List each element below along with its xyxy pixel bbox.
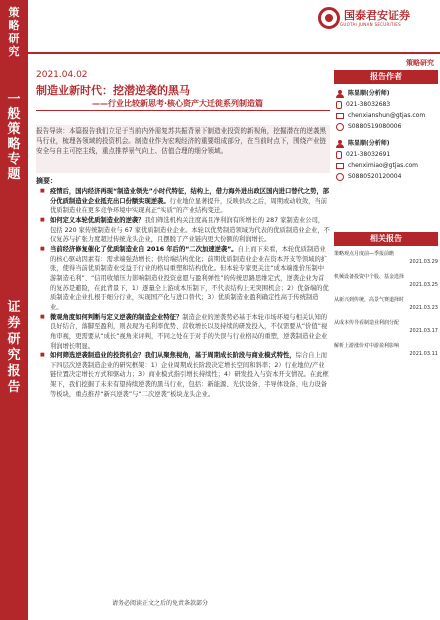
analyst-cert: S0880520120004 (348, 173, 402, 180)
side-band-doc-class: 证券研究报告 (7, 300, 21, 395)
side-band (0, 0, 28, 620)
bullet-body: 我们筛选机构关注度高且净利润有所增长的 287 家制造业公司，包括 220 家传统制造业与 67 家优质制造业企业。本轮以优势制造领域为代表的优质制造业企业，不仅复苏与扩张力度超过传统龙头企业，且摆脱了产业链内更大份额的利润增长。 (50, 216, 330, 244)
related-report-date: 2021.03.23 (409, 305, 438, 311)
related-report-title[interactable]: 机械设备投资中个股、基金选择 (334, 274, 405, 280)
analysts-heading: 报告作者 (334, 70, 438, 84)
bullet-body: 自上而下来看，本轮优质制造业的核心驱动因素有：需求端强劲增长；供给端结构优化；前期优质制造业企业在资本开支等领域的扩张，使得当前优质制造业受益于行业的格局重塑和结构优化。但本轮专家更关注“成本端涨价压制中游制造毛利”、“信用收缩压力影响制造业投资意愿与盈利弹性”的传统思路思维定式，逆袭企业为首的复苏是避险，在此背景下，1）逐量全上游成本压制下，不代表结构上无突围机会；2）优备端的优质制造业企业扎根于细分行业，实现国产化与进口替代；3）优质制造业盈利确定性高于传统制造业。 (50, 245, 329, 311)
certificate-icon (336, 123, 344, 131)
report-type-label: 策略研究 (406, 59, 434, 67)
related-report-item[interactable] (334, 250, 438, 266)
analyst-cert: S0880519080006 (348, 123, 402, 130)
side-band-category: 策略研究 (8, 6, 20, 58)
analyst-email[interactable]: chenximiao@gtjas.com (348, 162, 419, 169)
phone-icon (336, 101, 342, 109)
related-heading: 相关报告 (334, 232, 438, 246)
analyst-email[interactable]: chenxianshun@gtjas.com (348, 112, 426, 119)
related-report-item[interactable] (334, 342, 438, 358)
summary-bullet (40, 351, 330, 399)
certificate-icon (336, 173, 344, 181)
title-divider (36, 110, 330, 111)
related-report-title[interactable]: 解析上游涨价对中游盈利影响 (334, 343, 400, 349)
summary-bullet (40, 313, 330, 352)
related-report-title[interactable]: 策略观点月度前—季报前瞻 (334, 251, 395, 257)
person-icon (336, 140, 344, 148)
summary-bullet (40, 187, 330, 216)
report-subtitle: ——行业比较新思考·核心资产大迁徙系列制造篇 (92, 99, 264, 108)
bullet-body: 行业地位显著提升，反映供改之后，周期或动收敛，当前优质制造业在更多竞争环境中实现真正“实质”的产业结构变迁。 (50, 197, 328, 215)
related-report-date: 2021.03.17 (409, 328, 438, 334)
bullet-body: 制造企业的逆袭势必基于本轮市场环境与相关认知的良好结合，落脚至盈利，则表现为毛利率优势、营收增长以及持续的研发投入，不仅需要从“价值”视角审视，更需要从“成长”视角来评判，不同之处在于对手的失误与行业格局的重塑，逆袭制造业企业利润增长明显。 (50, 313, 328, 350)
related-report-title[interactable]: 从新兴到传统，高景气赛道择时 (334, 297, 405, 303)
related-report-date: 2021.03.29 (409, 259, 438, 265)
brand-name: 国泰君安证券 (344, 8, 410, 22)
bullet-lead: 微观角度如何判断与定义逆袭的制造企业特征？ (50, 313, 183, 321)
person-icon (336, 90, 344, 98)
related-reports-list (334, 250, 438, 365)
analyst-phone: 021-38032691 (346, 151, 391, 158)
side-band-report-type: 一般策略专题 (7, 92, 21, 182)
summary-bullet (40, 216, 330, 245)
header-divider (28, 52, 440, 54)
brand-mark-icon (318, 7, 340, 29)
bullet-lead: 如何筛选逆袭制造业的投资机会？我们从聚焦视角，基于周期成长阶段与商业模式特性， (50, 352, 296, 360)
analyst-card (336, 138, 436, 182)
summary-bullet (40, 245, 330, 313)
related-report-title[interactable]: 从成本传导看制造业利润分配 (334, 320, 400, 326)
analyst-card (336, 88, 436, 132)
bullet-body: 综合自上而下四层次逆袭制造企业的研究框架：1）企业周期成长阶段决定增长空间和斜率；2）行业地位/产业链位置决定增长方式和驱动力；3）商业模式指引增长持续性；4）研发投入与资本开支情况。在此框架下，我们挖掘了未来有望持续逆袭的黑马行业，包括：新能源、光伏设备、半导体设备、电力设备等板块，重点推荐“新兴逆袭”与“二次逆袭”板块龙头企业。 (50, 352, 329, 398)
related-report-item[interactable] (334, 296, 438, 312)
mail-icon (336, 113, 344, 119)
report-title: 制造业新时代：挖潜逆袭的黑马 (36, 84, 190, 97)
analyst-name: 陈显顺(分析师) (348, 90, 390, 97)
related-report-item[interactable] (334, 273, 438, 289)
analyst-name: 陈显顺(分析师) (348, 140, 390, 147)
disclaimer-footer: 请务必阅读正文之后的免责条款部分 (112, 600, 209, 607)
related-report-date: 2021.03.25 (409, 282, 438, 288)
summary-label: 摘要： (36, 177, 57, 185)
summary-bullets (40, 187, 330, 399)
phone-icon (336, 151, 342, 159)
report-date: 2021.04.02 (36, 70, 88, 80)
bullet-lead: 如何定义本轮优质制造业的逆袭？ (50, 216, 145, 224)
bullet-lead: 当前经济修复催化了优质制造业自 2016 年后的“二次加速逆袭”。 (50, 245, 238, 253)
report-abstract: 报告导读：本篇报告我们立足于当前内外需复苏共振背景下制造业投资的新视角，挖掘潜在的逆袭黑马行业，梳理各领域的投资机会。制造业作为宏观经济的重要组成部分，在当前时点下，围绕产业链安全与自主可控主线，重点推荐景气向上、估值合理的细分领域。 (36, 127, 327, 155)
bullet-lead: 疫情后，国内经济再现“制造业领先”小时代特征，结构上，借力海外进出政区国内进口替代之势，部分优质制造业企业抵充出口份额实现逆袭。 (50, 188, 330, 205)
brand-logo (318, 4, 410, 32)
mail-icon (336, 163, 344, 169)
related-report-item[interactable] (334, 319, 438, 335)
related-report-date: 2021.03.11 (409, 351, 438, 357)
brand-sub: GUOTAI JUNAN SECURITIES (340, 21, 401, 27)
analyst-phone: 021-38032683 (346, 101, 391, 108)
